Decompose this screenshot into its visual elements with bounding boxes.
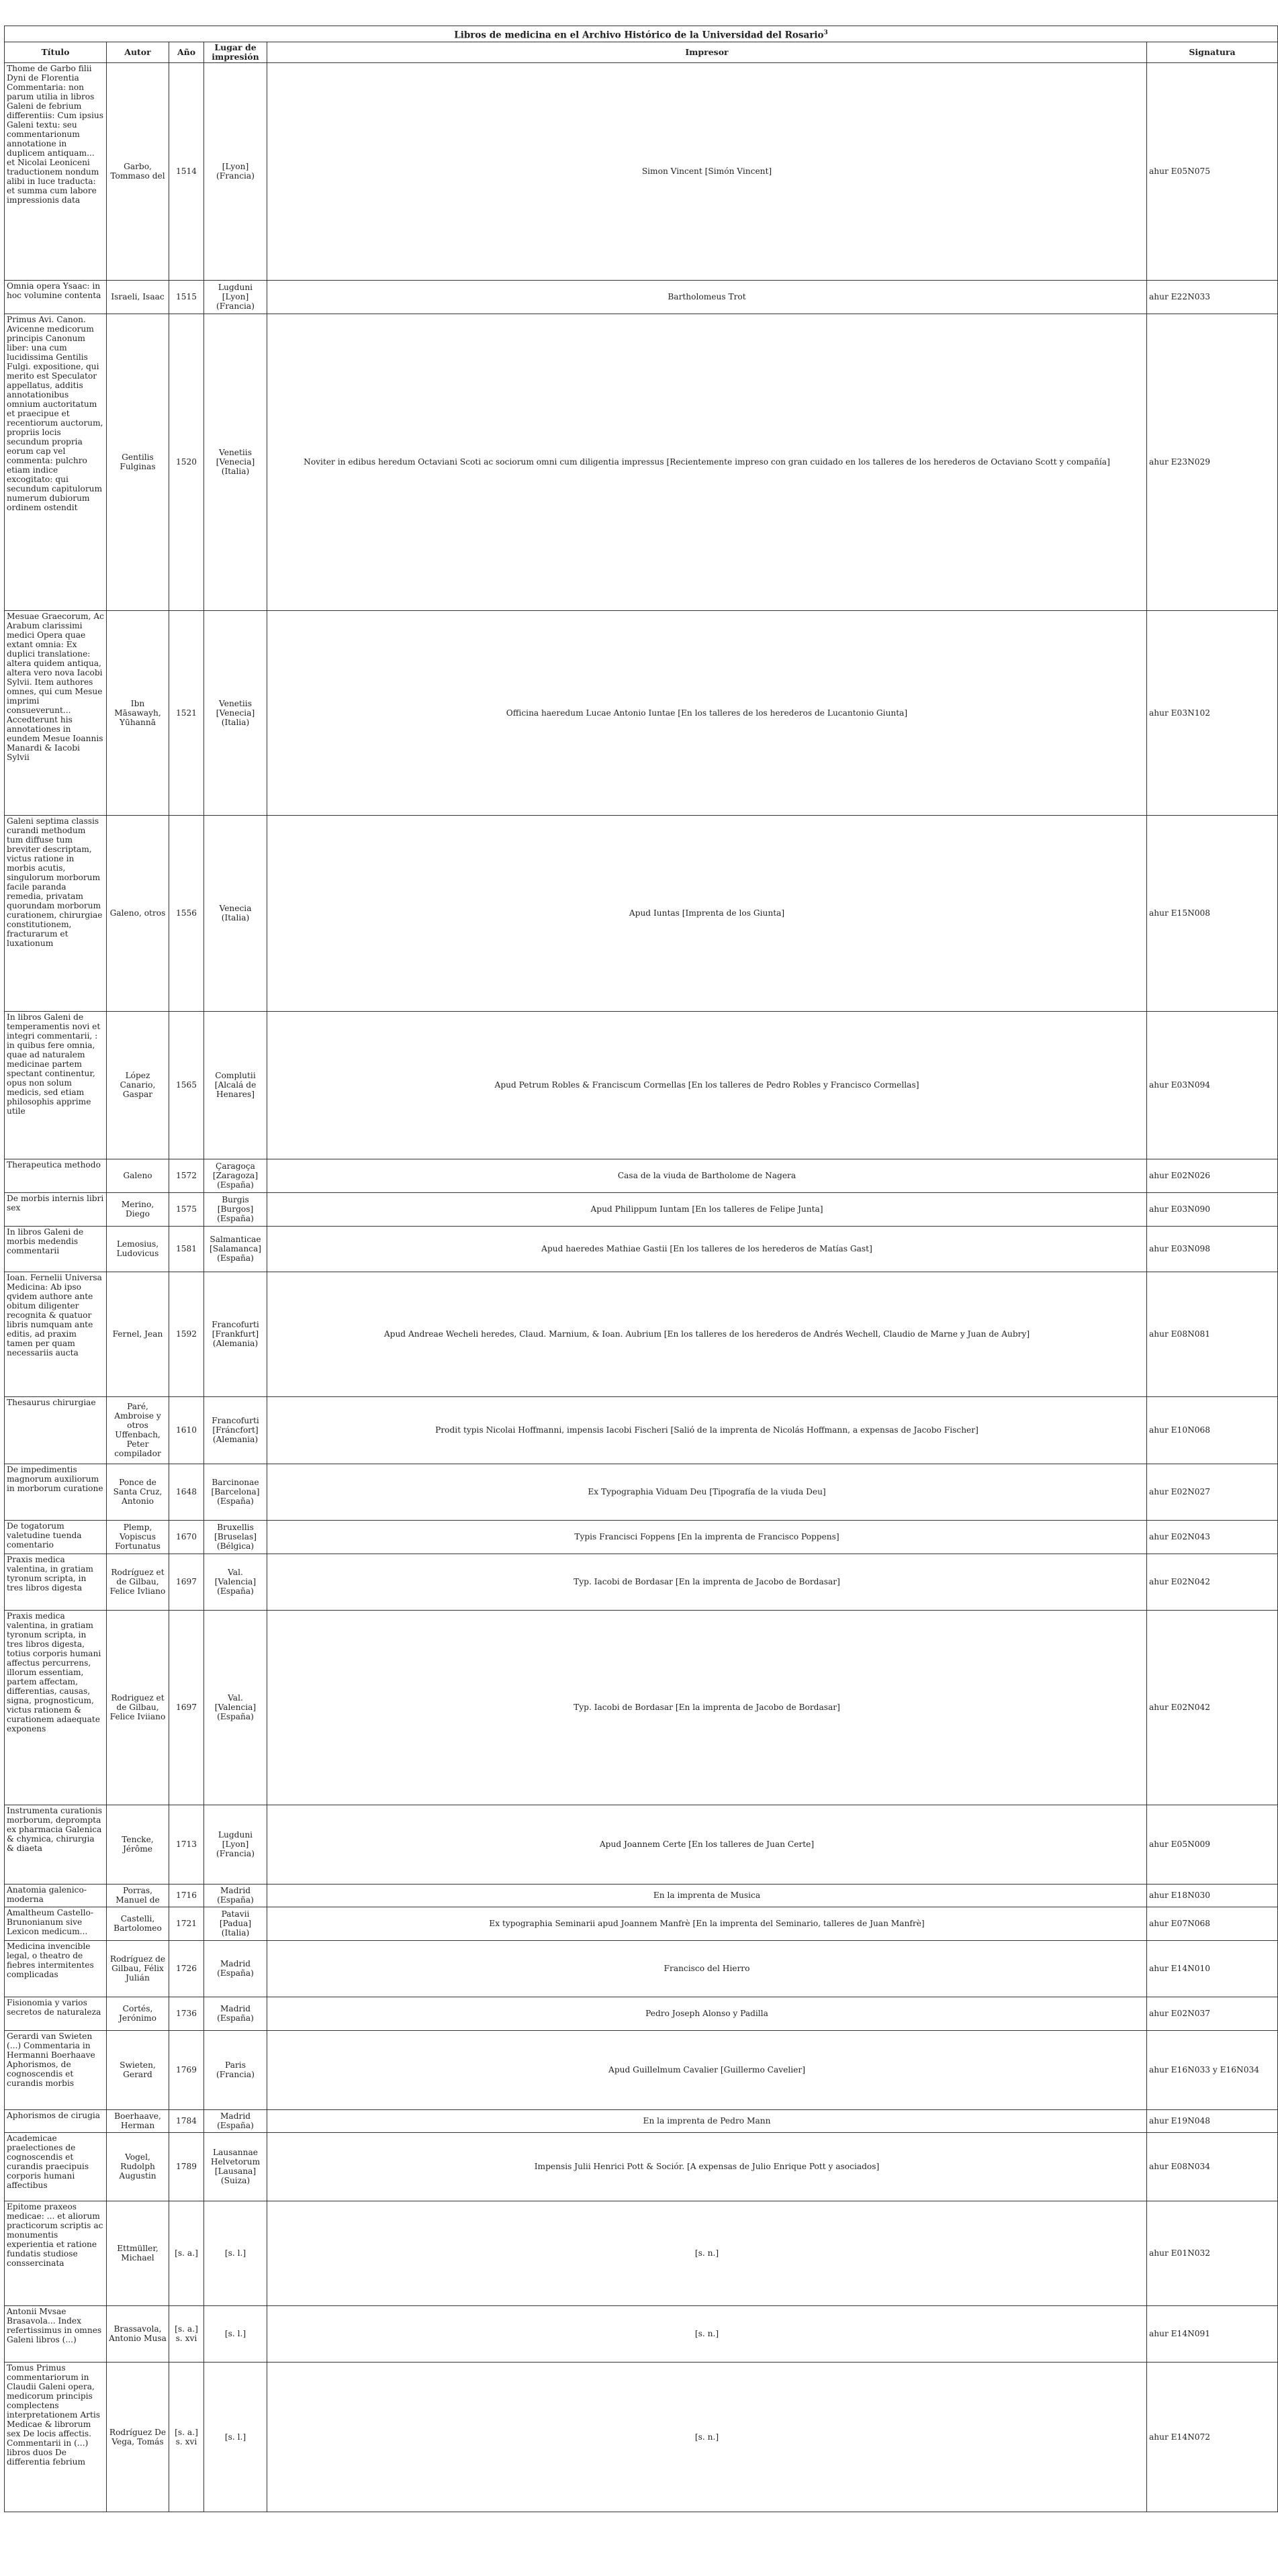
cell-anio: 1713 <box>169 1805 204 1884</box>
cell-anio: [s. a.] s. xvi <box>169 2305 204 2362</box>
cell-signatura: ahur E05N009 <box>1147 1805 1278 1884</box>
cell-anio: 1610 <box>169 1396 204 1464</box>
caption-text: Libros de medicina en el Archivo Histórico de la Universidad del Rosario <box>454 30 824 41</box>
cell-lugar: Burgis [Burgos] (España) <box>204 1192 267 1226</box>
cell-signatura: ahur E02N026 <box>1147 1159 1278 1192</box>
cell-impresor: Bartholomeus Trot <box>267 280 1147 314</box>
cell-autor: Rodríguez de Gilbau, Félix Julián <box>107 1940 169 1997</box>
cell-titulo: Antonii Mvsae Brasavola... Index refertissimus in omnes Galeni libros (...) <box>5 2305 107 2362</box>
cell-anio: 1697 <box>169 1554 204 1610</box>
cell-lugar: [s. l.] <box>204 2305 267 2362</box>
cell-signatura: ahur E03N102 <box>1147 610 1278 815</box>
cell-lugar: Lausannae Helvetorum [Lausana] (Suiza) <box>204 2132 267 2201</box>
document-page <box>4 26 1277 2512</box>
cell-autor: Galeno, otros <box>107 815 169 1011</box>
cell-autor: Castelli, Bartolomeo <box>107 1907 169 1940</box>
table-row <box>5 2201 1278 2305</box>
cell-anio: [s. a.] s. xvi <box>169 2362 204 2512</box>
cell-autor: Lemosius, Ludovicus <box>107 1226 169 1272</box>
cell-impresor: Typ. Iacobi de Bordasar [En la imprenta de Jacobo de Bordasar] <box>267 1610 1147 1805</box>
cell-signatura: ahur E02N027 <box>1147 1464 1278 1520</box>
table-row <box>5 314 1278 610</box>
table-row <box>5 1464 1278 1520</box>
cell-autor: Paré, Ambroise y otros Uffenbach, Peter compilador <box>107 1396 169 1464</box>
cell-signatura: ahur E05N075 <box>1147 62 1278 280</box>
cell-lugar: Val. [Valencia] (España) <box>204 1554 267 1610</box>
cell-titulo: Academicae praelectiones de cognoscendis et curandis praecipuis corporis humani affectibus <box>5 2132 107 2201</box>
header-row <box>5 42 1278 62</box>
table-row <box>5 1396 1278 1464</box>
cell-lugar: Complutii [Alcalá de Henares] <box>204 1011 267 1159</box>
cell-titulo: Tomus Primus commentariorum in Claudii Galeni opera, medicorum principis complectens interpretationem Artis Medicae & librorum sex De locis affectis. Commentarii in (...) libros duos De differentia febrium <box>5 2362 107 2512</box>
header-lugar: Lugar de impresión <box>204 42 267 62</box>
cell-lugar: [Lyon] (Francia) <box>204 62 267 280</box>
cell-anio: 1721 <box>169 1907 204 1940</box>
cell-anio: 1784 <box>169 2109 204 2132</box>
footnote-marker: 3 <box>823 30 828 36</box>
cell-impresor: Apud Petrum Robles & Franciscum Cormellas [En los talleres de Pedro Robles y Francisco Cormellas] <box>267 1011 1147 1159</box>
cell-impresor: Pedro Joseph Alonso y Padilla <box>267 1997 1147 2030</box>
cell-signatura: ahur E16N033 y E16N034 <box>1147 2030 1278 2109</box>
cell-titulo: Omnia opera Ysaac: in hoc volumine contenta <box>5 280 107 314</box>
table-row <box>5 1192 1278 1226</box>
cell-titulo: Amaltheum Castello-Brunonianum sive Lexicon medicum... <box>5 1907 107 1940</box>
table-row <box>5 1610 1278 1805</box>
table-row <box>5 1907 1278 1940</box>
cell-signatura: ahur E02N042 <box>1147 1610 1278 1805</box>
table-row <box>5 2030 1278 2109</box>
cell-impresor: [s. n.] <box>267 2305 1147 2362</box>
cell-titulo: Praxis medica valentina, in gratiam tyronum scripta, in tres libros digesta, totius corporis humani affectus percurrens, illorum essentiam, partem affectam, differentias, causas, signa, prognosticum, victus rationem & curationem adaequate exponens <box>5 1610 107 1805</box>
cell-autor: Ponce de Santa Cruz, Antonio <box>107 1464 169 1520</box>
table-row <box>5 1554 1278 1610</box>
cell-autor: López Canario, Gaspar <box>107 1011 169 1159</box>
cell-lugar: Madrid (España) <box>204 2109 267 2132</box>
medical-books-table <box>4 26 1278 2512</box>
cell-lugar: Venetiis [Venecia] (Italia) <box>204 610 267 815</box>
cell-autor: Merino, Diego <box>107 1192 169 1226</box>
cell-impresor: Impensis Julii Henrici Pott & Sociór. [A expensas de Julio Enrique Pott y asociados] <box>267 2132 1147 2201</box>
cell-anio: 1769 <box>169 2030 204 2109</box>
cell-titulo: Gerardi van Swieten (...) Commentaria in Hermanni Boerhaave Aphorismos, de cognoscendis et curandis morbis <box>5 2030 107 2109</box>
cell-signatura: ahur E02N043 <box>1147 1520 1278 1554</box>
cell-signatura: ahur E14N091 <box>1147 2305 1278 2362</box>
cell-impresor: [s. n.] <box>267 2201 1147 2305</box>
cell-lugar: Lugduni [Lyon] (Francia) <box>204 280 267 314</box>
table-row <box>5 2362 1278 2512</box>
cell-impresor: Apud Joannem Certe [En los talleres de Juan Certe] <box>267 1805 1147 1884</box>
cell-signatura: ahur E03N094 <box>1147 1011 1278 1159</box>
cell-anio: 1716 <box>169 1884 204 1907</box>
cell-titulo: De morbis internis libri sex <box>5 1192 107 1226</box>
cell-anio: 1556 <box>169 815 204 1011</box>
cell-lugar: Barcinonae [Barcelona] (España) <box>204 1464 267 1520</box>
cell-autor: Israeli, Isaac <box>107 280 169 314</box>
table-row <box>5 610 1278 815</box>
table-row <box>5 1272 1278 1396</box>
table-caption <box>4 26 1278 42</box>
cell-impresor: Prodit typis Nicolai Hoffmanni, impensis Iacobi Fischeri [Salió de la imprenta de Nicolás Hoffmann, a expensas de Jacobo Fischer] <box>267 1396 1147 1464</box>
cell-titulo: Primus Avi. Canon. Avicenne medicorum principis Canonum liber: una cum lucidissima Gentilis Fulgi. expositione, qui merito est Speculator appellatus, additis annotationibus omnium auctoritatum et praecipue et recentiorum auctorum, propriis locis secundum propria eorum cap vel commenta: pulchro etiam indice excogitato: qui secundum capitulorum numerum dubiorum ordinem ostendit <box>5 314 107 610</box>
cell-anio: 1697 <box>169 1610 204 1805</box>
cell-lugar: Salmanticae [Salamanca] (España) <box>204 1226 267 1272</box>
table-row <box>5 2132 1278 2201</box>
table-row <box>5 2109 1278 2132</box>
cell-lugar: Madrid (España) <box>204 1997 267 2030</box>
cell-impresor: Apud Guillelmum Cavalier [Guillermo Cavelier] <box>267 2030 1147 2109</box>
cell-signatura: ahur E08N034 <box>1147 2132 1278 2201</box>
cell-lugar: [s. l.] <box>204 2201 267 2305</box>
cell-signatura: ahur E03N090 <box>1147 1192 1278 1226</box>
cell-autor: Vogel, Rudolph Augustin <box>107 2132 169 2201</box>
table-row <box>5 1884 1278 1907</box>
cell-anio: 1789 <box>169 2132 204 2201</box>
cell-autor: Galeno <box>107 1159 169 1192</box>
cell-titulo: De impedimentis magnorum auxiliorum in morborum curatione <box>5 1464 107 1520</box>
cell-lugar: Çaragoça [Zaragoza] (España) <box>204 1159 267 1192</box>
cell-lugar: Venecia (Italia) <box>204 815 267 1011</box>
cell-impresor: Francisco del Hierro <box>267 1940 1147 1997</box>
table-row <box>5 815 1278 1011</box>
table-row <box>5 1805 1278 1884</box>
cell-anio: 1592 <box>169 1272 204 1396</box>
cell-anio: 1575 <box>169 1192 204 1226</box>
table-row <box>5 62 1278 280</box>
cell-titulo: Mesuae Graecorum, Ac Arabum clarissimi medici Opera quae extant omnia: Ex duplici translatione: altera quidem antiqua, altera vero nova Iacobi Sylvii. Item authores omnes, qui cum Mesue imprimi consueverunt... Accedterunt his annotationes in eundem Mesue Ioannis Manardi & Iacobi Sylvii <box>5 610 107 815</box>
cell-autor: Fernel, Jean <box>107 1272 169 1396</box>
cell-titulo: Epitome praxeos medicae: ... et aliorum practicorum scriptis ac monumentis experientia et ratione fundatis studiose conssercinata <box>5 2201 107 2305</box>
cell-titulo: De togatorum valetudine tuenda comentario <box>5 1520 107 1554</box>
cell-lugar: Bruxellis [Bruselas] (Bélgica) <box>204 1520 267 1554</box>
table-row <box>5 1940 1278 1997</box>
cell-titulo: Fisionomia y varios secretos de naturaleza <box>5 1997 107 2030</box>
header-anio: Año <box>169 42 204 62</box>
cell-signatura: ahur E14N010 <box>1147 1940 1278 1997</box>
cell-lugar: Val. [Valencia] (España) <box>204 1610 267 1805</box>
cell-titulo: In libros Galeni de morbis medendis commentarii <box>5 1226 107 1272</box>
cell-titulo: Ioan. Fernelii Universa Medicina: Ab ipso qvidem authore ante obitum diligenter recognita & quatuor libris numquam ante editis, ad praxim tamen per quam necessariis aucta <box>5 1272 107 1396</box>
cell-impresor: En la imprenta de Musica <box>267 1884 1147 1907</box>
cell-titulo: Galeni septima classis curandi methodum tum diffuse tum breviter descriptam, victus ratione in morbis acutis, singulorum morborum facile paranda remedia, privatam quorundam morborum curationem, chirurgiae constitutionem, fracturarum et luxationum <box>5 815 107 1011</box>
cell-autor: Garbo, Tommaso del <box>107 62 169 280</box>
cell-anio: 1514 <box>169 62 204 280</box>
cell-titulo: Thome de Garbo filii Dyni de Florentia Commentaria: non parum utilia in libros Galeni de febrium differentiis: Cum ipsius Galeni textu: seu commentarionum annotatione in duplicem antiquam... et Nicolai Leoniceni traductionem nondum alibi in luce traducta: et summa cum labore impressionis data <box>5 62 107 280</box>
cell-autor: Cortés, Jerónimo <box>107 1997 169 2030</box>
cell-signatura: ahur E01N032 <box>1147 2201 1278 2305</box>
cell-impresor: En la imprenta de Pedro Mann <box>267 2109 1147 2132</box>
cell-titulo: In libros Galeni de temperamentis novi et integri commentarii, : in quibus fere omnia, quae ad naturalem medicinae partem spectant continentur, opus non solum medicis, sed etiam philosophis apprime utile <box>5 1011 107 1159</box>
header-impresor: Impresor <box>267 42 1147 62</box>
table-row <box>5 1011 1278 1159</box>
cell-signatura: ahur E07N068 <box>1147 1907 1278 1940</box>
cell-impresor: Typ. Iacobi de Bordasar [En la imprenta de Jacobo de Bordasar] <box>267 1554 1147 1610</box>
cell-anio: 1565 <box>169 1011 204 1159</box>
cell-signatura: ahur E22N033 <box>1147 280 1278 314</box>
cell-lugar: Paris (Francia) <box>204 2030 267 2109</box>
table-body <box>5 62 1278 2512</box>
cell-titulo: Anatomia galenico-moderna <box>5 1884 107 1907</box>
cell-autor: Boerhaave, Herman <box>107 2109 169 2132</box>
cell-impresor: Officina haeredum Lucae Antonio Iuntae [En los talleres de los herederos de Lucantonio Giunta] <box>267 610 1147 815</box>
cell-signatura: ahur E02N037 <box>1147 1997 1278 2030</box>
cell-impresor: Casa de la viuda de Bartholome de Nagera <box>267 1159 1147 1192</box>
header-titulo: Título <box>5 42 107 62</box>
cell-titulo: Medicina invencible legal, o theatro de fiebres intermitentes complicadas <box>5 1940 107 1997</box>
cell-impresor: Ex Typographia Viduam Deu [Tipografía de la viuda Deu] <box>267 1464 1147 1520</box>
cell-signatura: ahur E10N068 <box>1147 1396 1278 1464</box>
cell-signatura: ahur E03N098 <box>1147 1226 1278 1272</box>
cell-signatura: ahur E18N030 <box>1147 1884 1278 1907</box>
cell-anio: 1521 <box>169 610 204 815</box>
cell-autor: Ettmüller, Michael <box>107 2201 169 2305</box>
cell-titulo: Thesaurus chirurgiae <box>5 1396 107 1464</box>
cell-lugar: Lugduni [Lyon] (Francia) <box>204 1805 267 1884</box>
table-row <box>5 1226 1278 1272</box>
cell-anio: 1648 <box>169 1464 204 1520</box>
cell-signatura: ahur E19N048 <box>1147 2109 1278 2132</box>
cell-lugar: Venetiis [Venecia] (Italia) <box>204 314 267 610</box>
cell-impresor: Apud Andreae Wecheli heredes, Claud. Marnium, & Ioan. Aubrium [En los talleres de los herederos de Andrés Wechell, Claudio de Marne y Juan de Aubry] <box>267 1272 1147 1396</box>
cell-impresor: Typis Francisci Foppens [En la imprenta de Francisco Poppens] <box>267 1520 1147 1554</box>
cell-lugar: [s. l.] <box>204 2362 267 2512</box>
cell-autor: Tencke, Jérôme <box>107 1805 169 1884</box>
cell-autor: Gentilis Fulginas <box>107 314 169 610</box>
cell-signatura: ahur E15N008 <box>1147 815 1278 1011</box>
cell-lugar: Francofurti [Frankfurt] (Alemania) <box>204 1272 267 1396</box>
cell-titulo: Therapeutica methodo <box>5 1159 107 1192</box>
cell-signatura: ahur E02N042 <box>1147 1554 1278 1610</box>
cell-anio: 1736 <box>169 1997 204 2030</box>
cell-signatura: ahur E08N081 <box>1147 1272 1278 1396</box>
cell-impresor: Noviter in edibus heredum Octaviani Scoti ac sociorum omni cum diligentia impressus [Recientemente impreso con gran cuidado en los talleres de los herederos de Octaviano Scott y compañía] <box>267 314 1147 610</box>
cell-impresor: Apud haeredes Mathiae Gastii [En los talleres de los herederos de Matías Gast] <box>267 1226 1147 1272</box>
cell-signatura: ahur E23N029 <box>1147 314 1278 610</box>
table-row <box>5 2305 1278 2362</box>
cell-impresor: Apud Philippum Iuntam [En los talleres de Felipe Junta] <box>267 1192 1147 1226</box>
header-autor: Autor <box>107 42 169 62</box>
cell-signatura: ahur E14N072 <box>1147 2362 1278 2512</box>
cell-autor: Porras, Manuel de <box>107 1884 169 1907</box>
table-row <box>5 1997 1278 2030</box>
cell-anio: 1726 <box>169 1940 204 1997</box>
cell-anio: 1581 <box>169 1226 204 1272</box>
cell-anio: 1572 <box>169 1159 204 1192</box>
table-row <box>5 280 1278 314</box>
cell-impresor: Apud Iuntas [Imprenta de los Giunta] <box>267 815 1147 1011</box>
header-signatura: Signatura <box>1147 42 1278 62</box>
cell-anio: 1670 <box>169 1520 204 1554</box>
cell-impresor: [s. n.] <box>267 2362 1147 2512</box>
cell-autor: Rodríguez et de Gilbau, Felice Ivliano <box>107 1554 169 1610</box>
table-row <box>5 1159 1278 1192</box>
cell-titulo: Instrumenta curationis morborum, deprompta ex pharmacia Galenica & chymica, chirurgia & diaeta <box>5 1805 107 1884</box>
cell-anio: 1520 <box>169 314 204 610</box>
cell-impresor: Simon Vincent [Simón Vincent] <box>267 62 1147 280</box>
cell-autor: Plemp, Vopiscus Fortunatus <box>107 1520 169 1554</box>
table-row <box>5 1520 1278 1554</box>
cell-autor: Rodríguez De Vega, Tomás <box>107 2362 169 2512</box>
cell-autor: Ibn Māsawayh, Yūhannā <box>107 610 169 815</box>
cell-lugar: Francofurti [Fráncfort] (Alemania) <box>204 1396 267 1464</box>
cell-autor: Brassavola, Antonio Musa <box>107 2305 169 2362</box>
cell-titulo: Aphorismos de cirugia <box>5 2109 107 2132</box>
cell-autor: Swieten, Gerard <box>107 2030 169 2109</box>
cell-autor: Rodriguez et de Gilbau, Felice Iviiano <box>107 1610 169 1805</box>
cell-lugar: Patavii [Padua] (Italia) <box>204 1907 267 1940</box>
cell-anio: [s. a.] <box>169 2201 204 2305</box>
cell-lugar: Madrid (España) <box>204 1940 267 1997</box>
cell-impresor: Ex typographia Seminarii apud Joannem Manfrè [En la imprenta del Seminario, talleres de Juan Manfrè] <box>267 1907 1147 1940</box>
cell-titulo: Praxis medica valentina, in gratiam tyronum scripta, in tres libros digesta <box>5 1554 107 1610</box>
cell-lugar: Madrid (España) <box>204 1884 267 1907</box>
cell-anio: 1515 <box>169 280 204 314</box>
